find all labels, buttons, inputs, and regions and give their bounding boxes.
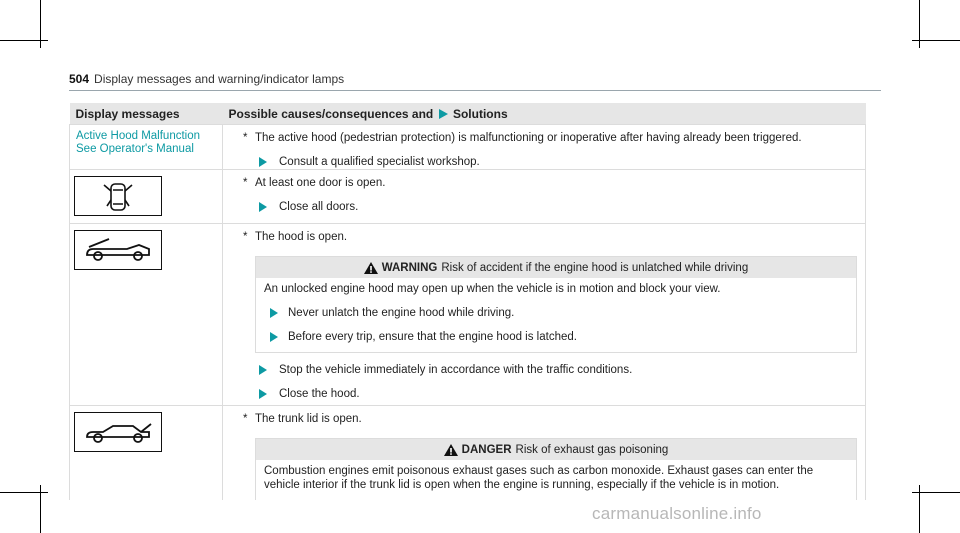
teal-triangle-icon <box>259 157 267 167</box>
col-header-messages: Display messages <box>70 103 223 125</box>
warning-triangle-icon <box>364 262 378 274</box>
cause-cell <box>223 224 866 406</box>
danger-text: Combustion engines emit poisonous exhaust gases such as carbon monoxide. Exhaust gases can enter the <box>264 465 814 477</box>
star-marker: * <box>243 231 248 243</box>
table-row <box>70 125 866 170</box>
danger-text: vehicle interior if the trunk lid is open when the engine is running, especially if the vehicle is in motion. <box>264 479 780 491</box>
star-marker: * <box>243 132 248 144</box>
watermark: carmanualsonline.info <box>592 504 762 523</box>
crop-mark <box>0 492 48 493</box>
danger-header <box>256 439 856 460</box>
star-marker: * <box>243 413 248 425</box>
table-header-row <box>70 103 866 125</box>
solution-text: Close the hood. <box>279 388 360 400</box>
header-rule <box>69 90 881 91</box>
cause-cell <box>223 406 866 501</box>
solution-text: Close all doors. <box>279 201 359 213</box>
solution-text: Before every trip, ensure that the engine hood is latched. <box>288 331 577 343</box>
danger-box <box>255 438 857 500</box>
col-header-causes-text: Possible causes/consequences and <box>228 106 434 121</box>
message-cell <box>70 224 223 406</box>
cause-text: The active hood (pedestrian protection) is malfunctioning or inoperative after having already been triggered. <box>255 132 802 144</box>
solution-text: Stop the vehicle immediately in accordance with the traffic conditions. <box>279 364 633 376</box>
warning-solution-item <box>264 330 848 344</box>
crop-mark <box>912 492 960 493</box>
teal-triangle-icon <box>259 389 267 399</box>
star-marker: * <box>243 177 248 189</box>
warning-header <box>256 257 856 278</box>
warning-body <box>256 278 856 352</box>
teal-triangle-icon <box>270 332 278 342</box>
cause-item <box>223 412 865 426</box>
warning-solution-item <box>264 306 848 320</box>
warning-title: Risk of accident if the engine hood is unlatched while driving <box>441 261 749 274</box>
solution-text: Consult a qualified specialist workshop. <box>279 156 480 168</box>
warning-label: WARNING <box>381 261 438 274</box>
warning-triangle-icon <box>444 444 458 456</box>
message-cell <box>70 406 223 501</box>
message-cell <box>70 170 223 224</box>
crop-mark <box>0 40 48 41</box>
teal-triangle-icon <box>259 365 267 375</box>
solution-item <box>223 155 865 169</box>
danger-body <box>256 460 856 500</box>
car-hood-open-icon <box>74 230 162 270</box>
display-messages-table <box>69 103 866 500</box>
danger-title: Risk of exhaust gas poisoning <box>515 443 669 456</box>
cause-cell <box>223 170 866 224</box>
solution-item <box>223 387 865 401</box>
display-message-text <box>70 125 222 161</box>
danger-label: DANGER <box>461 443 512 456</box>
page-title: Display messages and warning/indicator lamps <box>94 72 345 86</box>
cause-cell <box>223 125 866 170</box>
warning-text: An unlocked engine hood may open up when the vehicle is in motion and block your view. <box>264 283 721 295</box>
cause-item <box>223 176 865 190</box>
teal-triangle-icon <box>259 202 267 212</box>
table-row <box>70 170 866 224</box>
cause-text: The trunk lid is open. <box>255 413 362 425</box>
page-header <box>69 72 344 86</box>
cause-item <box>223 230 865 244</box>
crop-mark <box>912 40 960 41</box>
car-door-open-icon <box>74 176 162 216</box>
cause-text: The hood is open. <box>255 231 348 243</box>
car-trunk-open-icon <box>74 412 162 452</box>
page-number: 504 <box>69 72 90 86</box>
cause-item <box>223 131 865 145</box>
col-header-solutions-text: Solutions <box>452 106 508 121</box>
solution-item <box>223 363 865 377</box>
col-header-causes <box>223 103 866 125</box>
table-row <box>70 406 866 501</box>
warning-box <box>255 256 857 353</box>
message-line: See Operator's Manual <box>76 143 194 155</box>
teal-triangle-icon <box>439 109 448 119</box>
solution-item <box>223 200 865 214</box>
cause-text: At least one door is open. <box>255 177 386 189</box>
message-cell <box>70 125 223 170</box>
table-row <box>70 224 866 406</box>
teal-triangle-icon <box>270 308 278 318</box>
message-line: Active Hood Malfunction <box>76 130 201 142</box>
solution-text: Never unlatch the engine hood while driving. <box>288 307 515 319</box>
